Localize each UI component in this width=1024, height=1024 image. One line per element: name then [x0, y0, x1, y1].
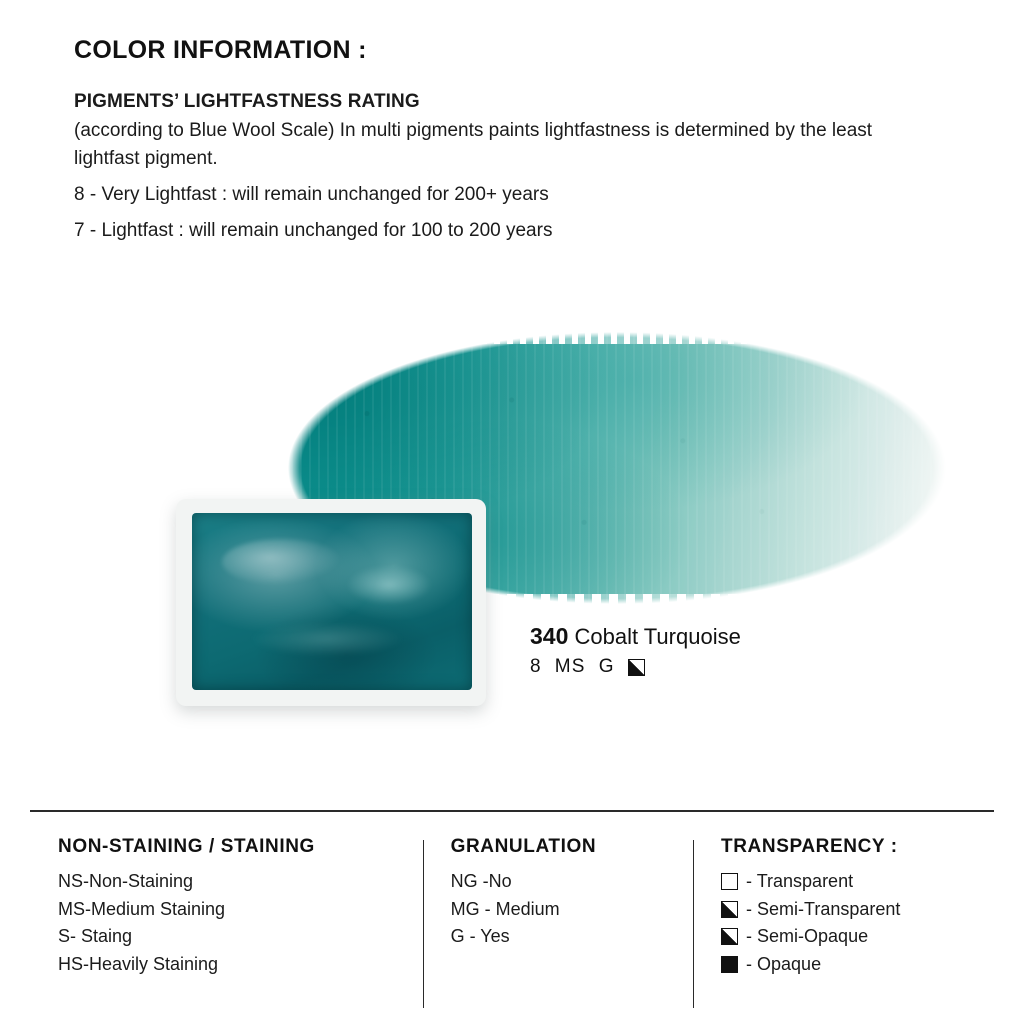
legend-granulation-list [451, 868, 673, 951]
page-title: COLOR INFORMATION : [74, 36, 367, 64]
legend-granulation [423, 836, 693, 1011]
opaque-icon [721, 956, 738, 973]
legend [30, 836, 994, 1011]
list-item [721, 923, 974, 951]
color-caption [530, 624, 741, 678]
list-item: MG - Medium [450, 898, 560, 919]
legend-staining-list [58, 868, 403, 978]
list-item: NG -No [450, 871, 512, 891]
paint-pan-paint [192, 513, 472, 690]
legend-transparency-list [721, 868, 974, 978]
list-item-label: - Semi-Transparent [746, 898, 901, 919]
semi-opaque-icon [628, 659, 645, 676]
semi-transparent-icon [721, 901, 738, 918]
legend-staining [30, 836, 423, 1011]
legend-staining-heading: NON-STAINING / STAINING [58, 836, 315, 857]
list-item-label: - Semi-Opaque [746, 926, 869, 947]
legend-divider-1 [423, 840, 424, 1008]
color-information-header [74, 36, 974, 247]
color-attributes [530, 656, 741, 678]
transparent-icon [721, 873, 738, 890]
pan-highlight-3 [252, 622, 402, 656]
list-item: NS-Non-Staining [58, 871, 194, 891]
list-item: S- Staing [58, 926, 133, 947]
legend-transparency [693, 836, 994, 1011]
color-name: Cobalt Turquoise [574, 624, 741, 649]
attribute-staining: MS [554, 656, 586, 678]
lightfastness-subtitle: PIGMENTS’ LIGHTFASTNESS RATING [74, 91, 420, 112]
pan-highlight-2 [346, 565, 432, 605]
list-item [721, 896, 974, 924]
attribute-lightfastness: 8 [530, 656, 542, 678]
legend-divider-2 [693, 840, 694, 1008]
lightfastness-description: (according to Blue Wool Scale) In multi pigments paints lightfastness is determined by the least lightfast pigment. [74, 120, 873, 169]
list-item: MS-Medium Staining [58, 898, 226, 919]
legend-granulation-heading: GRANULATION [450, 836, 597, 857]
semi-opaque-icon [721, 928, 738, 945]
rating-line-7: 7 - Lightfast : will remain unchanged for 100 to 200 years [74, 219, 553, 241]
swatch-top-edge [286, 326, 948, 344]
color-name-line [530, 624, 741, 649]
legend-transparency-heading: TRANSPARENCY : [721, 836, 898, 857]
list-item: HS-Heavily Staining [58, 953, 219, 974]
color-code: 340 [530, 623, 569, 649]
list-item [721, 951, 974, 979]
pan-highlight-1 [222, 539, 342, 585]
paint-pan [176, 499, 486, 706]
list-item: G - Yes [450, 926, 510, 947]
attribute-granulation: G [598, 656, 615, 678]
section-divider [30, 810, 994, 812]
list-item [721, 868, 974, 896]
list-item-label: - Opaque [746, 953, 822, 974]
rating-line-8: 8 - Very Lightfast : will remain unchanged for 200+ years [74, 184, 549, 206]
list-item-label: - Transparent [746, 871, 854, 891]
